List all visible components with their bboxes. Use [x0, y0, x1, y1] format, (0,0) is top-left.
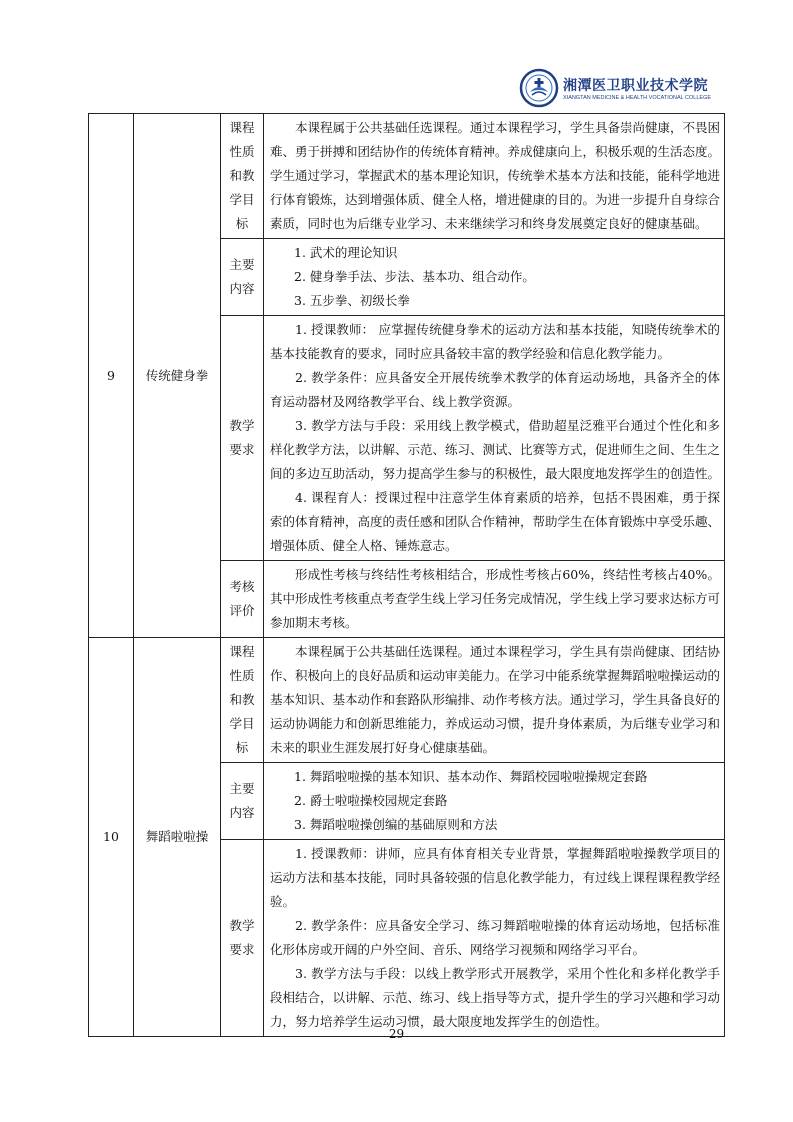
college-name-en: XIANGTAN MEDICINE & HEALTH VOCATIONAL COLLEGE — [563, 95, 712, 101]
list-item: 3. 五步拳、初级长拳 — [294, 293, 410, 308]
section-category: 主要内容 — [229, 257, 255, 296]
college-name-cn: 湘潭医卫职业技术学院 — [563, 78, 708, 94]
section-content — [264, 763, 725, 840]
list-item: 2. 健身拳手法、步法、基本功、组合动作。 — [294, 269, 535, 284]
paragraph: 2. 教学条件：应具备安全学习、练习舞蹈啦啦操的体育运动场地，包括标准化形体房或开阔的户外空间、音乐、网络学习视频和网络学习平台。 — [270, 918, 720, 957]
college-logo — [519, 66, 712, 110]
page-number: 29 — [388, 1027, 405, 1041]
paragraph: 1. 授课教师：讲师，应具有体育相关专业背景，掌握舞蹈啦啦操教学项目的运动方法和基本技能，同时具备较强的信息化教学能力，有过线上课程课程教学经验。 — [270, 846, 721, 909]
section-category: 考核评价 — [229, 579, 255, 618]
paragraph: 本课程属于公共基础任选课程。通过本课程学习，学生具有崇尚健康、团结协作、积极向上的良好品质和运动审美能力。在学习中能系统掌握舞蹈啦啦操运动的基本知识、基本动作和套路队形编排、动作考核方法。通过学习，学生具备良好的运动协调能力和创新思维能力，养成运动习惯，提升身体素质，为后继专业学习和未来的职业生涯发展打好身心健康基础。 — [270, 644, 721, 755]
paragraph: 3. 教学方法与手段：以线上教学形式开展教学，采用个性化和多样化教学手段相结合，以讲解、示范、练习、线上指导等方式，提升学生的学习兴趣和学习动力，努力培养学生运动习惯，最大限度地发挥学生的创造性。 — [270, 966, 721, 1029]
table-row — [89, 638, 725, 763]
section-category: 课程性质和教学目标 — [229, 120, 255, 231]
course-name: 舞蹈啦啦操 — [134, 638, 221, 1037]
section-category: 教学要求 — [229, 918, 255, 957]
section-category: 主要内容 — [229, 781, 255, 820]
table-row — [89, 114, 725, 239]
college-emblem-icon — [519, 68, 559, 108]
section-content — [264, 638, 725, 763]
list-item: 3. 舞蹈啦啦操创编的基础原则和方法 — [294, 817, 498, 832]
paragraph: 4. 课程育人：授课过程中注意学生体育素质的培养，包括不畏困难，勇于探索的体育精神，高度的责任感和团队合作精神，帮助学生在体育锻炼中享受乐趣、增强体质、健全人格、锤炼意志。 — [270, 490, 721, 553]
course-name: 传统健身拳 — [134, 114, 221, 638]
list-item: 1. 舞蹈啦啦操的基本知识、基本动作、舞蹈校园啦啦操规定套路 — [294, 769, 648, 784]
paragraph: 1. 授课教师： 应掌握传统健身拳术的运动方法和基本技能，知晓传统拳术的基本技能教育的要求，同时应具备较丰富的教学经验和信息化教学能力。 — [270, 322, 720, 361]
section-content — [264, 239, 725, 316]
paragraph: 本课程属于公共基础任选课程。通过本课程学习，学生具备崇尚健康，不畏困难、勇于拼搏和团结协作的传统体育精神。养成健康向上，积极乐观的生活态度。学生通过学习，掌握武术的基本理论知识，传统拳术基本方法和技能，能科学地进行体育锻炼，达到增强体质、健全人格，增进健康的目的。为进一步提升自身综合素质，同时也为后继专业学习、未来继续学习和终身发展奠定良好的健康基础。 — [270, 120, 721, 231]
section-content — [264, 114, 725, 239]
list-item: 1. 武术的理论知识 — [294, 245, 398, 260]
section-category: 教学要求 — [229, 418, 255, 457]
course-index: 9 — [89, 114, 134, 638]
list-item: 2. 爵士啦啦操校园规定套路 — [294, 793, 448, 808]
paragraph: 2. 教学条件：应具备安全开展传统拳术教学的体育运动场地，具备齐全的体育运动器材及网络教学平台、线上教学资源。 — [270, 370, 720, 409]
paragraph: 3. 教学方法与手段：采用线上教学模式，借助超星泛雅平台通过个性化和多样化教学方法，以讲解、示范、练习、测试、比赛等方式，促进师生之间、生生之间的多边互助活动，努力提高学生参与的积极性，最大限度地发挥学生的创造性。 — [270, 418, 721, 481]
paragraph: 形成性考核与终结性考核相结合，形成性考核占60%，终结性考核占40%。其中形成性考核重点考查学生线上学习任务完成情况，学生线上学习要求达标方可参加期末考核。 — [270, 567, 721, 630]
section-content — [264, 316, 725, 561]
section-content — [264, 561, 725, 638]
course-table — [88, 113, 725, 1037]
section-content — [264, 840, 725, 1037]
section-category: 课程性质和教学目标 — [229, 644, 255, 755]
course-index: 10 — [89, 638, 134, 1037]
